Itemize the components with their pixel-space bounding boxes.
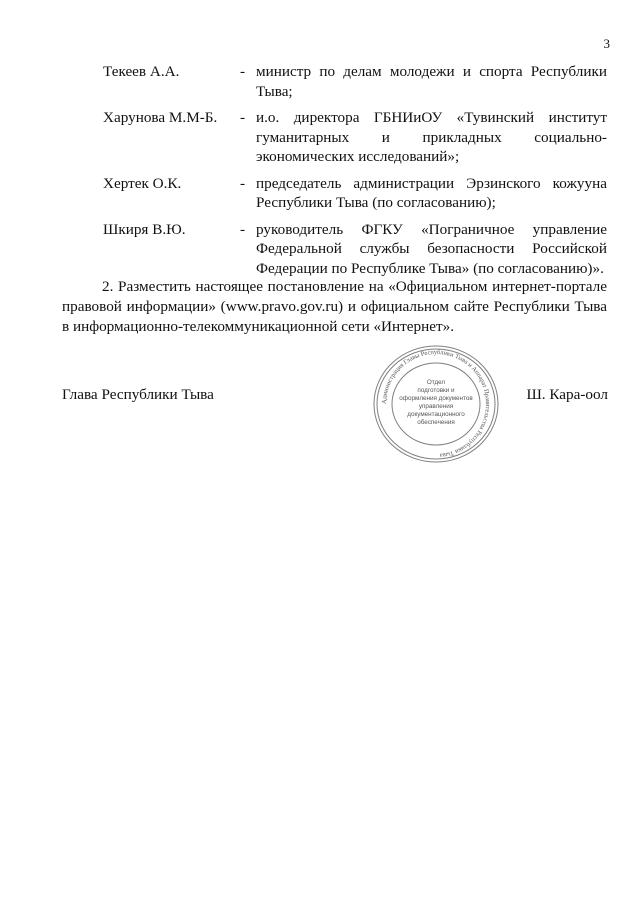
- member-row: [103, 62, 607, 101]
- member-row: [103, 108, 607, 167]
- members-list: [103, 62, 607, 285]
- member-role: и.о. директора ГБНИиОУ «Тувинский институт гуманитарных и прикладных социально-экономических исследований»;: [256, 109, 607, 165]
- official-seal: [366, 344, 506, 464]
- member-role: председатель администрации Эрзинского кожууна Республики Тыва (по согласованию);: [256, 174, 607, 211]
- page-number: 3: [603, 36, 610, 51]
- member-name: Хертек О.К.: [103, 174, 182, 192]
- signatory-name: Ш. Кара-оол: [526, 386, 608, 403]
- member-name: Шкиря В.Ю.: [103, 220, 186, 238]
- dash: -: [240, 220, 246, 238]
- dash: -: [240, 63, 246, 80]
- dash: -: [240, 109, 246, 126]
- member-name: Текеев А.А.: [103, 63, 180, 80]
- seal-line: оформления документов: [399, 395, 473, 402]
- member-role: министр по делам молодежи и спорта Республики Тыва;: [256, 63, 607, 100]
- seal-center: [399, 379, 473, 426]
- seal-line: управления: [418, 403, 454, 410]
- member-name: Харунова М.М-Б.: [103, 109, 218, 126]
- signatory-title: Глава Республики Тыва: [62, 386, 214, 403]
- seal-line: подготовки и: [417, 387, 455, 394]
- member-row: [103, 174, 607, 213]
- seal-line: Отдел: [426, 379, 446, 386]
- seal-ring-text: Администрация Главы Республики Тыва и Аппарат Правительства Республики Тыва: [380, 348, 492, 459]
- dash: -: [240, 174, 246, 192]
- seal-line: документационного: [407, 411, 465, 418]
- seal-line: обеспечения: [417, 419, 455, 426]
- member-row: [103, 220, 607, 279]
- publication-paragraph: 2. Разместить настоящее постановление на «Официальном интернет-портале правовой информации» (www.pravo.gov.ru) и официальном сайте Республики Тыва в информационно-телекоммуникационной сети «Интернет».: [62, 278, 607, 335]
- member-role: руководитель ФГКУ «Пограничное управление Федеральной службы безопасности Российской Федерации по Республике Тыва» (по согласованию)».: [256, 220, 607, 277]
